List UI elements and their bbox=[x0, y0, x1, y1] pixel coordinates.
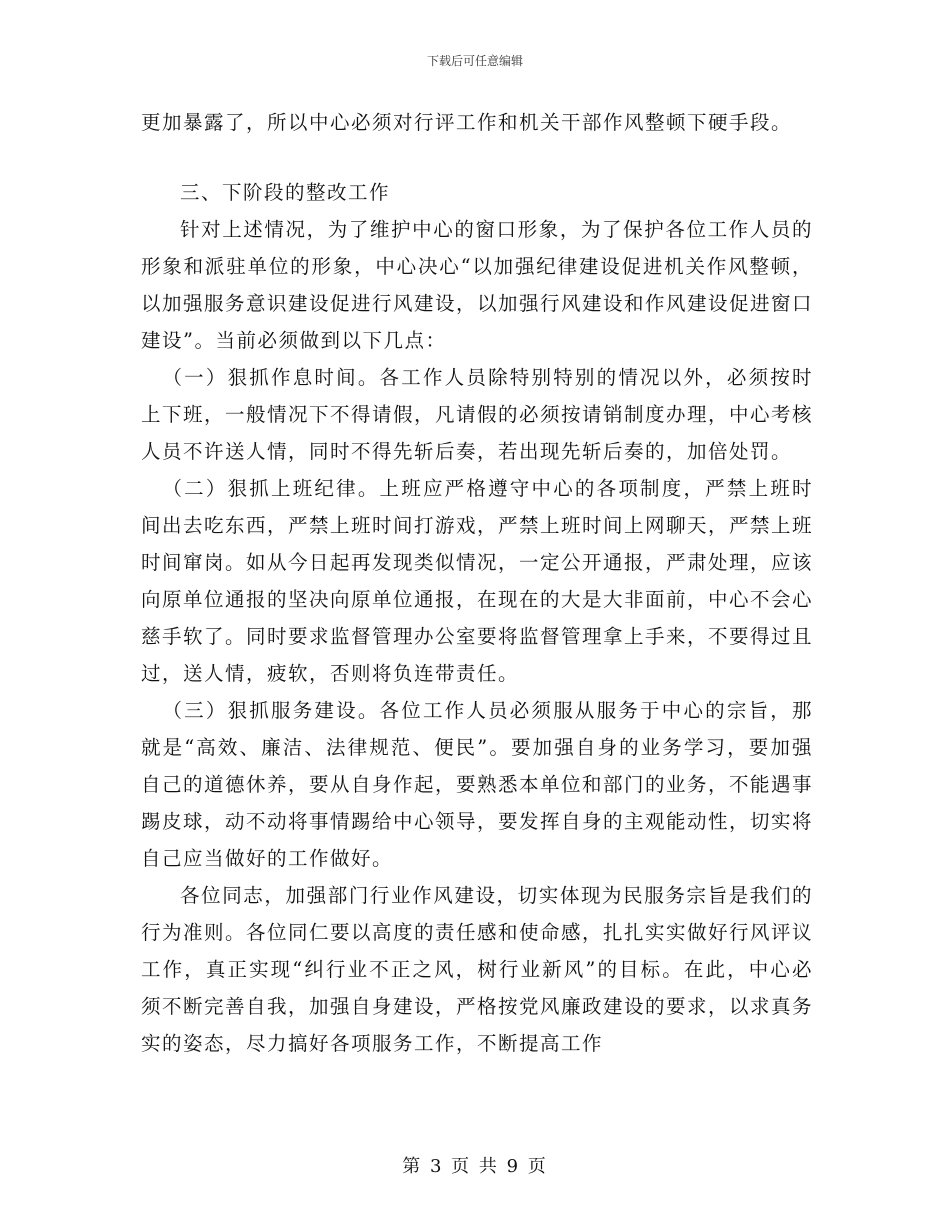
document-body bbox=[141, 104, 813, 1062]
paragraph-item-1: （一）狠抓作息时间。各工作人员除特别特别的情况以外，必须按时上下班，一般情况下不得请假，凡请假的必须按请销制度办理，中心考核人员不许送人情，同时不得先斩后奏，若出现先斩后奏的，加倍处罚。 bbox=[141, 366, 814, 463]
paragraph-item-2: （二）狠抓上班纪律。上班应严格遵守中心的各项制度，严禁上班时间出去吃东西，严禁上班时间打游戏，严禁上班时间上网聊天，严禁上班时间窜岗。如从今日起再发现类似情况，一定公开通报，严肃处理，应该向原单位通报的坚决向原单位通报，在现在的大是大非面前，中心不会心慈手软了。同时要求监督管理办公室要将监督管理拿上手来，不要得过且过，送人情，疲软，否则将负连带责任。 bbox=[141, 477, 814, 685]
paragraph-gap bbox=[141, 141, 813, 174]
paragraph-item-3: （三）狠抓服务建设。各位工作人员必须服从服务于中心的宗旨，那就是“高效、廉洁、法律规范、便民”。要加强自身的业务学习，要加强自己的道德休养，要从自身作起，要熟悉本单位和部门的业务，不能遇事踢皮球，动不动将事情踢给中心领导，要发挥自身的主观能动性，切实将自己应当做好的工作做好。 bbox=[141, 699, 814, 870]
paragraph-intro: 针对上述情况，为了维护中心的窗口形象，为了保护各位工作人员的形象和派驻单位的形象，中心决心“以加强纪律建设促进机关作风整顿，以加强服务意识建设促进行风建设，以加强行风建设和作风建设促进窗口建设”。当前必须做到以下几点： bbox=[141, 218, 814, 352]
section-heading: 三、下阶段的整改工作 bbox=[180, 181, 391, 204]
page-header: 下载后可任意编辑 bbox=[426, 54, 523, 68]
paragraph-continuation: 更加暴露了，所以中心必须对行评工作和机关干部作风整顿下硬手段。 bbox=[141, 111, 793, 134]
page-number-footer: 第 3 页 共 9 页 bbox=[402, 1156, 548, 1177]
paragraph-closing: 各位同志，加强部门行业作风建设，切实体现为民服务宗旨是我们的行为准则。各位同仁要以高度的责任感和使命感，扎扎实实做好行风评议工作，真正实现“纠行业不正之风，树行业新风”的目标。在此，中心必须不断完善自我，加强自身建设，严格按党风廉政建设的要求，以求真务实的姿态，尽力搞好各项服务工作，不断提高工作 bbox=[141, 884, 814, 1055]
